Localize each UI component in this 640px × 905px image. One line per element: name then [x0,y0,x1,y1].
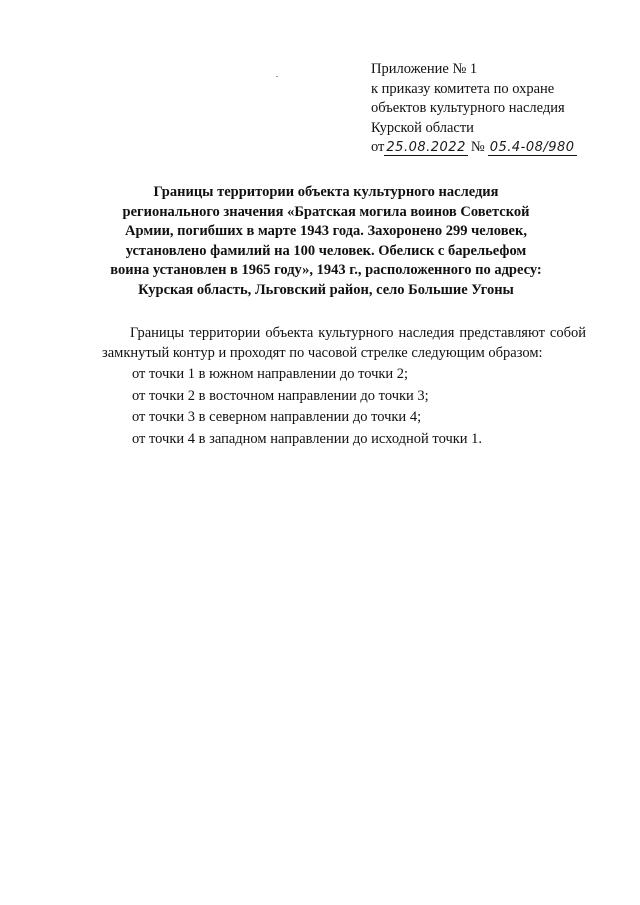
handwritten-order-number: 05.4-08/980 [489,140,575,155]
boundary-item: от точки 4 в западном направлении до исходной точки 1. [132,430,483,447]
boundary-item: от точки 3 в северном направлении до точки 4; [132,409,422,425]
handwritten-date: 25.08.2022 [386,140,466,155]
document-body [102,324,586,449]
appendix-committee: объектов культурного наследия [371,100,565,116]
scan-speck [276,76,278,77]
date-prefix: от [371,139,385,155]
boundary-item: от точки 2 в восточном направлении до точки 3; [132,387,429,404]
appendix-block [371,60,621,158]
appendix-region: Курской области [371,119,474,136]
number-sign: № [470,139,485,155]
appendix-order-ref: к приказу комитета по охране [371,80,555,97]
boundary-item: от точки 1 в южном направлении до точки 2; [132,366,409,382]
document-title: Границы территории объекта культурного наследия регионального значения «Братская могила воинов Советской Армии, погибших в марте 1943 года. Захоронено 299 человек, установлено фамилий на 100 человек. Обелиск с барельефом воина установлен в 1965 году», 1943 г., расположенного по адресу: Курская область, Льговский район, село Большие Угоны [110,184,542,298]
intro-paragraph: Границы территории объекта культурного наследия представляют собой замкнутый контур и проходят по часовой стрелке следующим образом: [102,325,586,361]
order-date-line [371,138,621,158]
appendix-number: Приложение № 1 [371,61,478,77]
